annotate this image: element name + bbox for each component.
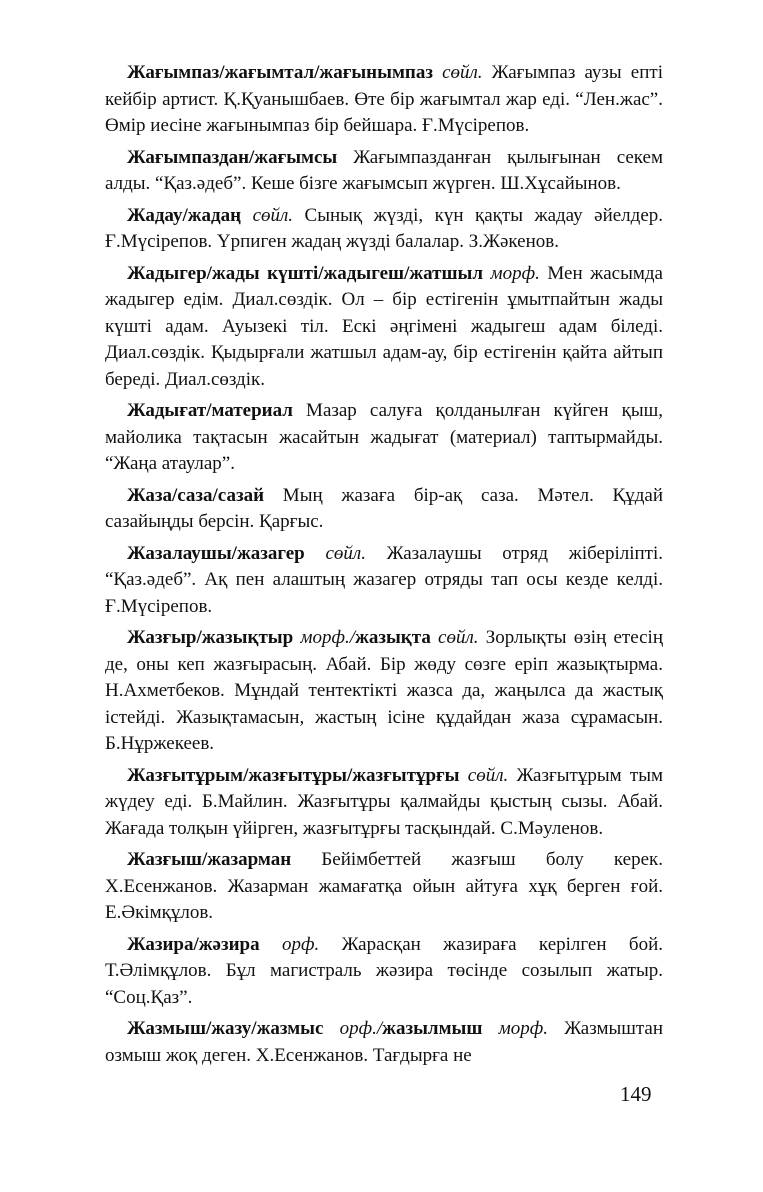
entry-headword: Жазғыр/жазықтыр [127, 627, 294, 648]
dictionary-entry [105, 145, 663, 198]
usage-label: сөйл. [430, 627, 479, 648]
entry-headword: Жадығат/материал [127, 400, 293, 421]
dictionary-entry [105, 541, 663, 621]
usage-label: орф./ [323, 1018, 383, 1039]
entry-headword: Жадау/жадаң [127, 204, 242, 226]
entry-text: Жағымпазданған қылығынан секем алды. “Қаз.әдеб”. Кеше бізге жағымсып жүрген. Ш.Хұсайынов. [105, 146, 663, 194]
entry-headword: Жаза/саза/сазай [127, 484, 265, 506]
usage-label: сөйл. [432, 62, 483, 83]
entry-headword: Жағымпаздан/жағымсы [127, 146, 338, 168]
entry-headword: Жазғытұрым/жазғытұры/жазғытұрғы [127, 764, 460, 786]
usage-label: сөйл. [304, 542, 366, 564]
dictionary-entry [105, 398, 663, 478]
usage-label: морф. [482, 1018, 548, 1039]
dictionary-entry [105, 847, 663, 927]
entry-headword: Жазира/жәзира [127, 933, 260, 955]
dictionary-entry [105, 932, 663, 1012]
usage-label: морф./ [293, 627, 356, 648]
page-number: 149 [620, 1082, 652, 1106]
entry-headword: Жазалаушы/жазагер [127, 542, 305, 564]
usage-label: орф. [259, 933, 320, 955]
entry-text: Бейімбеттей жазғыш болу керек. Х.Есенжанов. Жазарман жамағатқа ойын айтуға хұқ берген ғой. Е.Әкімқұлов. [105, 849, 663, 923]
entry-headword-variant: жазылмыш [382, 1018, 483, 1039]
entry-text: Жағымпаз аузы епті кейбір артист. Қ.Қуанышбаев. Өте бір жағымтал жар еді. “Лен.жас”. Өмір иесіне жағынымпаз бір бейшара. Ғ.Мүсірепов. [105, 62, 663, 136]
dictionary-entry [105, 261, 663, 394]
dictionary-entry [105, 1016, 663, 1069]
entry-text: Жарасқан жазираға керілген бой. Т.Әлімқұлов. Бұл магистраль жәзира төсінде созылып жатыр. “Соц.Қаз”. [105, 933, 663, 1008]
entry-text: Мазар салуға қолданылған күйген қыш, майолика тақтасын жасайтын жадығат (материал) таптырмайды. “Жаңа атаулар”. [105, 400, 663, 474]
entry-text: Зорлықты өзің етесің де, оны кеп жазғырасың. Абай. Бір жөду сөзге еріп жазықтырма. Н.Ахметбеков. Мұндай тентектікті жазса да, жаңылса да жастық істейді. Жазықтамасын, жастың ісіне құдайдан жаза сұрамасын. Б.Нұржекеев. [105, 627, 663, 754]
dictionary-entry [105, 60, 663, 140]
entry-headword-variant: жазықта [355, 627, 431, 648]
entry-headword: Жағымпаз/жағымтал/жағынымпаз [127, 62, 433, 83]
entry-headword: Жазмыш/жазу/жазмыс [127, 1018, 324, 1039]
dictionary-entry [105, 483, 663, 536]
entry-headword: Жадыгер/жады күшті/жадыгеш/жатшыл [127, 262, 484, 284]
entry-text: Жазғытұрым тым жүдеу еді. Б.Майлин. Жазғытұры қалмайды қыстың сызы. Абай. Жағада толқын үйірген, жазғытұрғы тасқындай. С.Мәуленов. [105, 764, 663, 839]
entry-text: Мың жазаға бір-ақ саза. Мәтел. Құдай сазайыңды берсін. Қарғыс. [105, 484, 663, 532]
entry-text: Сынық жүзді, күн қақты жадау әйелдер. Ғ.Мүсірепов. Үрпиген жадаң жүзді балалар. З.Жәкенов. [105, 204, 664, 252]
entry-text: Мен жасымда жадыгер едім. Диал.сөздік. Ол – бір естігенін ұмытпайтын жады күшті адам. Ауызекі тіл. Ескі әңгімені жадыгеш адам біледі. Диал.сөздік. Қыдырғали жатшыл адам-ау, бір естігенін қайта айтып береді. Диал.сөздік. [105, 262, 663, 390]
entry-text: Жазмыштан озмыш жоқ деген. Х.Есенжанов. Тағдырға не [105, 1018, 663, 1066]
usage-label: сөйл. [459, 764, 509, 786]
dictionary-entry [105, 763, 663, 843]
usage-label: сөйл. [241, 204, 294, 226]
entry-headword: Жазғыш/жазарман [127, 849, 292, 870]
usage-label: морф. [483, 262, 540, 284]
dictionary-entry [105, 203, 663, 256]
entry-text: Жазалаушы отряд жіберіліпті. “Қаз.әдеб”. Ақ пен алаштың жазагер отряды тап осы кезде келді. Ғ.Мүсірепов. [105, 542, 664, 617]
dictionary-entry [105, 625, 663, 758]
